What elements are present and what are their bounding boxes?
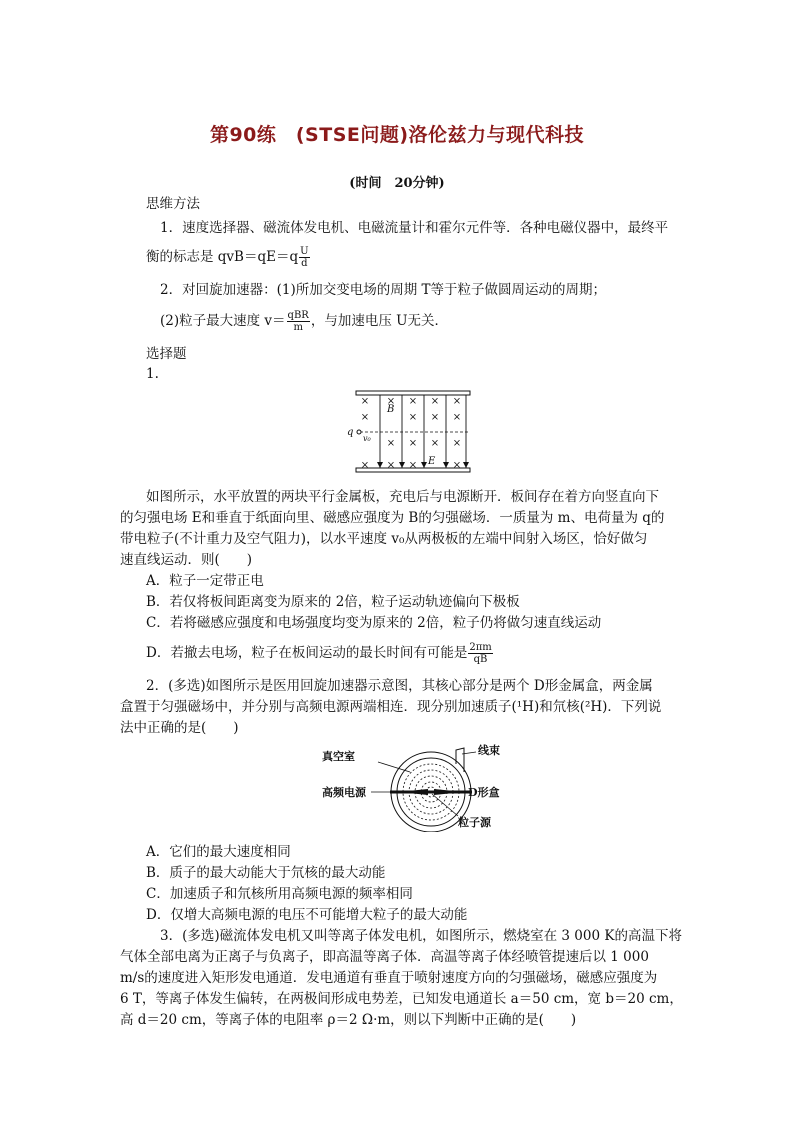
- q3-stem-line4: 6 T，等离子体发生偏转，在两极间形成电势差，已知发电通道长 a＝50 cm，宽 b＝20 cm，: [120, 991, 683, 1007]
- label-v0: v₀: [363, 434, 371, 443]
- q2-stem-line3: 法中正确的是( ): [120, 720, 239, 736]
- svg-text:×: ×: [408, 396, 418, 407]
- svg-text:×: ×: [360, 412, 370, 423]
- svg-text:×: ×: [386, 460, 396, 471]
- method-p2-line1: 2．对回旋加速器：(1)所加交变电场的周期 T等于粒子做圆周运动的周期；: [160, 282, 607, 298]
- q3-stem-line5: 高 d＝20 cm，等离子体的电阻率 ρ＝2 Ω·m，则以下判断中正确的是( ): [120, 1012, 577, 1028]
- q1-option-d: [146, 642, 494, 665]
- svg-text:×: ×: [452, 460, 462, 471]
- svg-text:×: ×: [430, 438, 440, 449]
- fraction-denominator: m: [293, 322, 303, 333]
- q1-stem-line2: 的匀强电场 E和垂直于纸面向里、磁感应强度为 B的匀强磁场．一质量为 m、电荷量为 q的: [120, 510, 665, 526]
- q1-stem-line1: 如图所示，水平放置的两块平行金属板，充电后与电源断开．板间存在着方向竖直向下: [146, 489, 659, 505]
- svg-text:×: ×: [452, 438, 462, 449]
- q2-option-b: B．质子的最大动能大于氘核的最大动能: [146, 865, 386, 881]
- label-particle-source: 粒子源: [458, 816, 491, 829]
- q2-figure: [318, 740, 518, 832]
- q2-option-c: C．加速质子和氘核所用高频电源的频率相同: [146, 886, 413, 902]
- svg-text:×: ×: [408, 412, 418, 423]
- method-p1-fraction: [299, 246, 309, 269]
- q1-option-b: B．若仅将板间距离变为原来的 2倍，粒子运动轨迹偏向下极板: [146, 594, 520, 610]
- q2-option-d: D．仅增大高频电源的电压不可能增大粒子的最大动能: [146, 907, 468, 923]
- q2-stem-line1: 2．(多选)如图所示是医用回旋加速器示意图，其核心部分是两个 D形金属盒，两金属: [146, 678, 653, 694]
- svg-text:×: ×: [386, 438, 396, 449]
- method-p1-text: 衡的标志是 qvB＝qE＝q: [146, 249, 299, 265]
- svg-text:×: ×: [430, 412, 440, 423]
- label-E: E: [428, 456, 436, 467]
- method-p2-text-b: ，与加速电压 U无关．: [310, 313, 448, 329]
- q1-option-c: C．若将磁感应强度和电场强度均变为原来的 2倍，粒子仍将做匀速直线运动: [146, 615, 602, 631]
- svg-text:×: ×: [386, 396, 396, 407]
- label-hf-source: 高频电源: [322, 786, 366, 799]
- choice-heading: 选择题: [146, 346, 187, 362]
- q1-option-d-text: D．若撤去电场，粒子在板间运动的最长时间有可能是: [146, 645, 468, 661]
- q2-stem-line2: 盒置于匀强磁场中，并分别与高频电源两端相连．现分别加速质子(¹H)和氘核(²H)．下列说: [120, 699, 662, 715]
- fraction-denominator: qB: [473, 654, 488, 665]
- label-d-box: D形盒: [468, 786, 500, 799]
- svg-text:×: ×: [452, 412, 462, 423]
- page-title: 第90练 (STSE问题)洛伦兹力与现代科技: [209, 124, 585, 146]
- q1-option-a: A．粒子一定带正电: [146, 573, 264, 589]
- q3-stem-line2: 气体全部电离为正离子与负离子，即高温等离子体．高温等离子体经喷管提速后以 1 000: [120, 949, 649, 965]
- method-p2-text-a: (2)粒子最大速度 v＝: [160, 313, 286, 329]
- svg-text:×: ×: [452, 396, 462, 407]
- fraction-numerator: U: [300, 246, 309, 257]
- method-p2-fraction: [287, 310, 310, 333]
- top-plate: [356, 391, 470, 395]
- q1-stem-line4: 速直线运动．则( ): [120, 552, 253, 568]
- method-heading: 思维方法: [146, 196, 200, 212]
- q3-stem-line1: 3．(多选)磁流体发电机又叫等离子体发电机，如图所示，燃烧室在 3 000 K的高温下将: [160, 928, 682, 944]
- method-p1-line2: [146, 246, 311, 269]
- method-p1-line1: 1．速度选择器、磁流体发电机、电磁流量计和霍尔元件等．各种电磁仪器中，最终平: [160, 220, 669, 236]
- q1-option-d-fraction: [468, 642, 492, 665]
- q1-figure: [340, 388, 475, 478]
- q1-number: 1.: [146, 366, 159, 382]
- q1-stem-line3: 带电粒子(不计重力及空气阻力)，以水平速度 v₀从两极板的左端中间射入场区，恰好做匀: [120, 531, 648, 547]
- label-B: B: [387, 404, 395, 415]
- particle: [357, 430, 361, 434]
- fraction-numerator: 2πm: [469, 642, 492, 653]
- q3-stem-line3: m/s的速度进入矩形发电通道．发电通道有垂直于喷射速度方向的匀强磁场，磁感应强度为: [120, 970, 658, 986]
- svg-text:×: ×: [408, 460, 418, 471]
- method-p2-line2: [160, 310, 448, 333]
- svg-text:×: ×: [360, 396, 370, 407]
- label-q: q: [347, 427, 354, 438]
- fraction-denominator: d: [301, 258, 308, 269]
- svg-text:×: ×: [360, 460, 370, 471]
- label-beam: 线束: [478, 744, 500, 757]
- fraction-numerator: qBR: [287, 310, 309, 321]
- svg-text:×: ×: [430, 396, 440, 407]
- label-vacuum: 真空室: [322, 750, 355, 763]
- svg-text:×: ×: [408, 438, 418, 449]
- time-limit: (时间 20分钟): [349, 176, 445, 191]
- q2-option-a: A．它们的最大速度相同: [146, 844, 291, 860]
